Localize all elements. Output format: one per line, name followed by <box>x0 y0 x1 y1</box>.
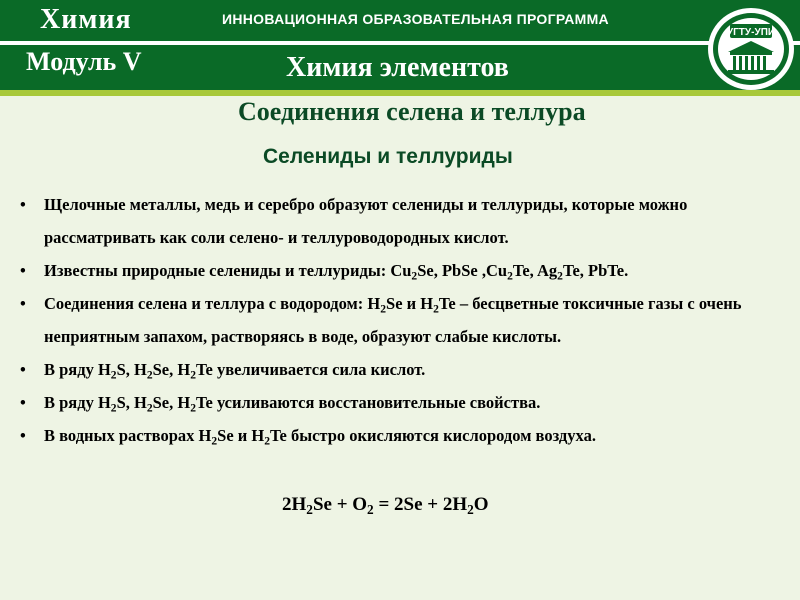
text-run: В водных растворах H <box>44 426 212 445</box>
subscript: 2 <box>110 369 117 382</box>
text-run: В ряду H <box>44 360 111 379</box>
text-run: = 2Se + 2H <box>373 494 468 515</box>
bullet-icon: • <box>20 261 26 280</box>
module-label: Модуль V <box>26 47 142 76</box>
bullet-icon: • <box>20 393 26 412</box>
subscript: 2 <box>433 303 439 316</box>
subscript: 2 <box>411 270 418 283</box>
subscript: 2 <box>467 501 474 517</box>
subscript: 2 <box>380 303 387 316</box>
subscript: 2 <box>190 402 196 415</box>
header-divider <box>0 41 800 45</box>
text-run: Te, Ag <box>512 261 558 280</box>
subscript: 2 <box>146 402 153 415</box>
university-logo-icon <box>706 6 796 92</box>
bullet-item <box>18 386 788 419</box>
bullet-icon: • <box>20 360 26 379</box>
header-accent-line <box>0 90 800 96</box>
text-run: Te быстро окисляются кислородом воздуха. <box>270 426 596 445</box>
subscript: 2 <box>507 270 513 283</box>
bullet-item <box>18 419 788 452</box>
section-title: Соединения селена и теллура <box>238 97 586 126</box>
header-title: Химия элементов <box>286 52 509 83</box>
reaction-equation <box>282 494 489 516</box>
text-run: O <box>473 494 489 515</box>
subscript: 2 <box>306 501 313 517</box>
program-label: ИННОВАЦИОННАЯ ОБРАЗОВАТЕЛЬНАЯ ПРОГРАММА <box>222 11 609 27</box>
text-run: Te увеличивается сила кислот. <box>196 360 426 379</box>
text-run: Te, PbTe. <box>562 261 629 280</box>
bullet-list <box>18 188 788 452</box>
subscript: 2 <box>146 369 153 382</box>
text-run: Te – бесцветные токсичные газы с очень неприятным запахом, растворяясь в воде, образуют слабые кислоты. <box>44 294 742 346</box>
text-run: Se и H <box>386 294 434 313</box>
bullet-item <box>18 287 788 353</box>
topic-title: Селениды и теллуриды <box>263 145 513 168</box>
bullet-item <box>18 353 788 386</box>
bullet-icon: • <box>20 195 26 214</box>
text-run: Te усиливаются восстановительные свойства. <box>196 393 541 412</box>
logo-text: УГТУ-УПИ <box>726 27 776 38</box>
text-run: 2H <box>282 494 307 515</box>
bullet-item <box>18 188 788 254</box>
subscript: 2 <box>110 402 117 415</box>
text-run: Соединения селена и теллура с водородом: H <box>44 294 381 313</box>
text-run: Se + O <box>312 494 368 515</box>
text-run: Se, H <box>152 360 191 379</box>
bullet-item <box>18 254 788 287</box>
text-run: S, H <box>116 360 147 379</box>
text-run: S, H <box>116 393 147 412</box>
text-run: В ряду H <box>44 393 111 412</box>
text-run: Se, PbSe ,Cu <box>417 261 508 280</box>
subscript: 2 <box>190 369 196 382</box>
subscript: 2 <box>264 435 271 448</box>
subscript: 2 <box>367 501 374 517</box>
bullet-icon: • <box>20 294 26 313</box>
subject-label: Химия <box>40 4 132 35</box>
bullet-icon: • <box>20 426 26 445</box>
text-run: Se, H <box>152 393 191 412</box>
header-banner <box>0 0 800 93</box>
text-run: Щелочные металлы, медь и серебро образуют селениды и теллуриды, которые можно рассматривать как соли селено- и теллуроводородных кислот. <box>44 195 688 247</box>
subscript: 2 <box>211 435 218 448</box>
text-run: Se и H <box>217 426 265 445</box>
text-run: Известны природные селениды и теллуриды: Cu <box>44 261 412 280</box>
subscript: 2 <box>557 270 563 283</box>
